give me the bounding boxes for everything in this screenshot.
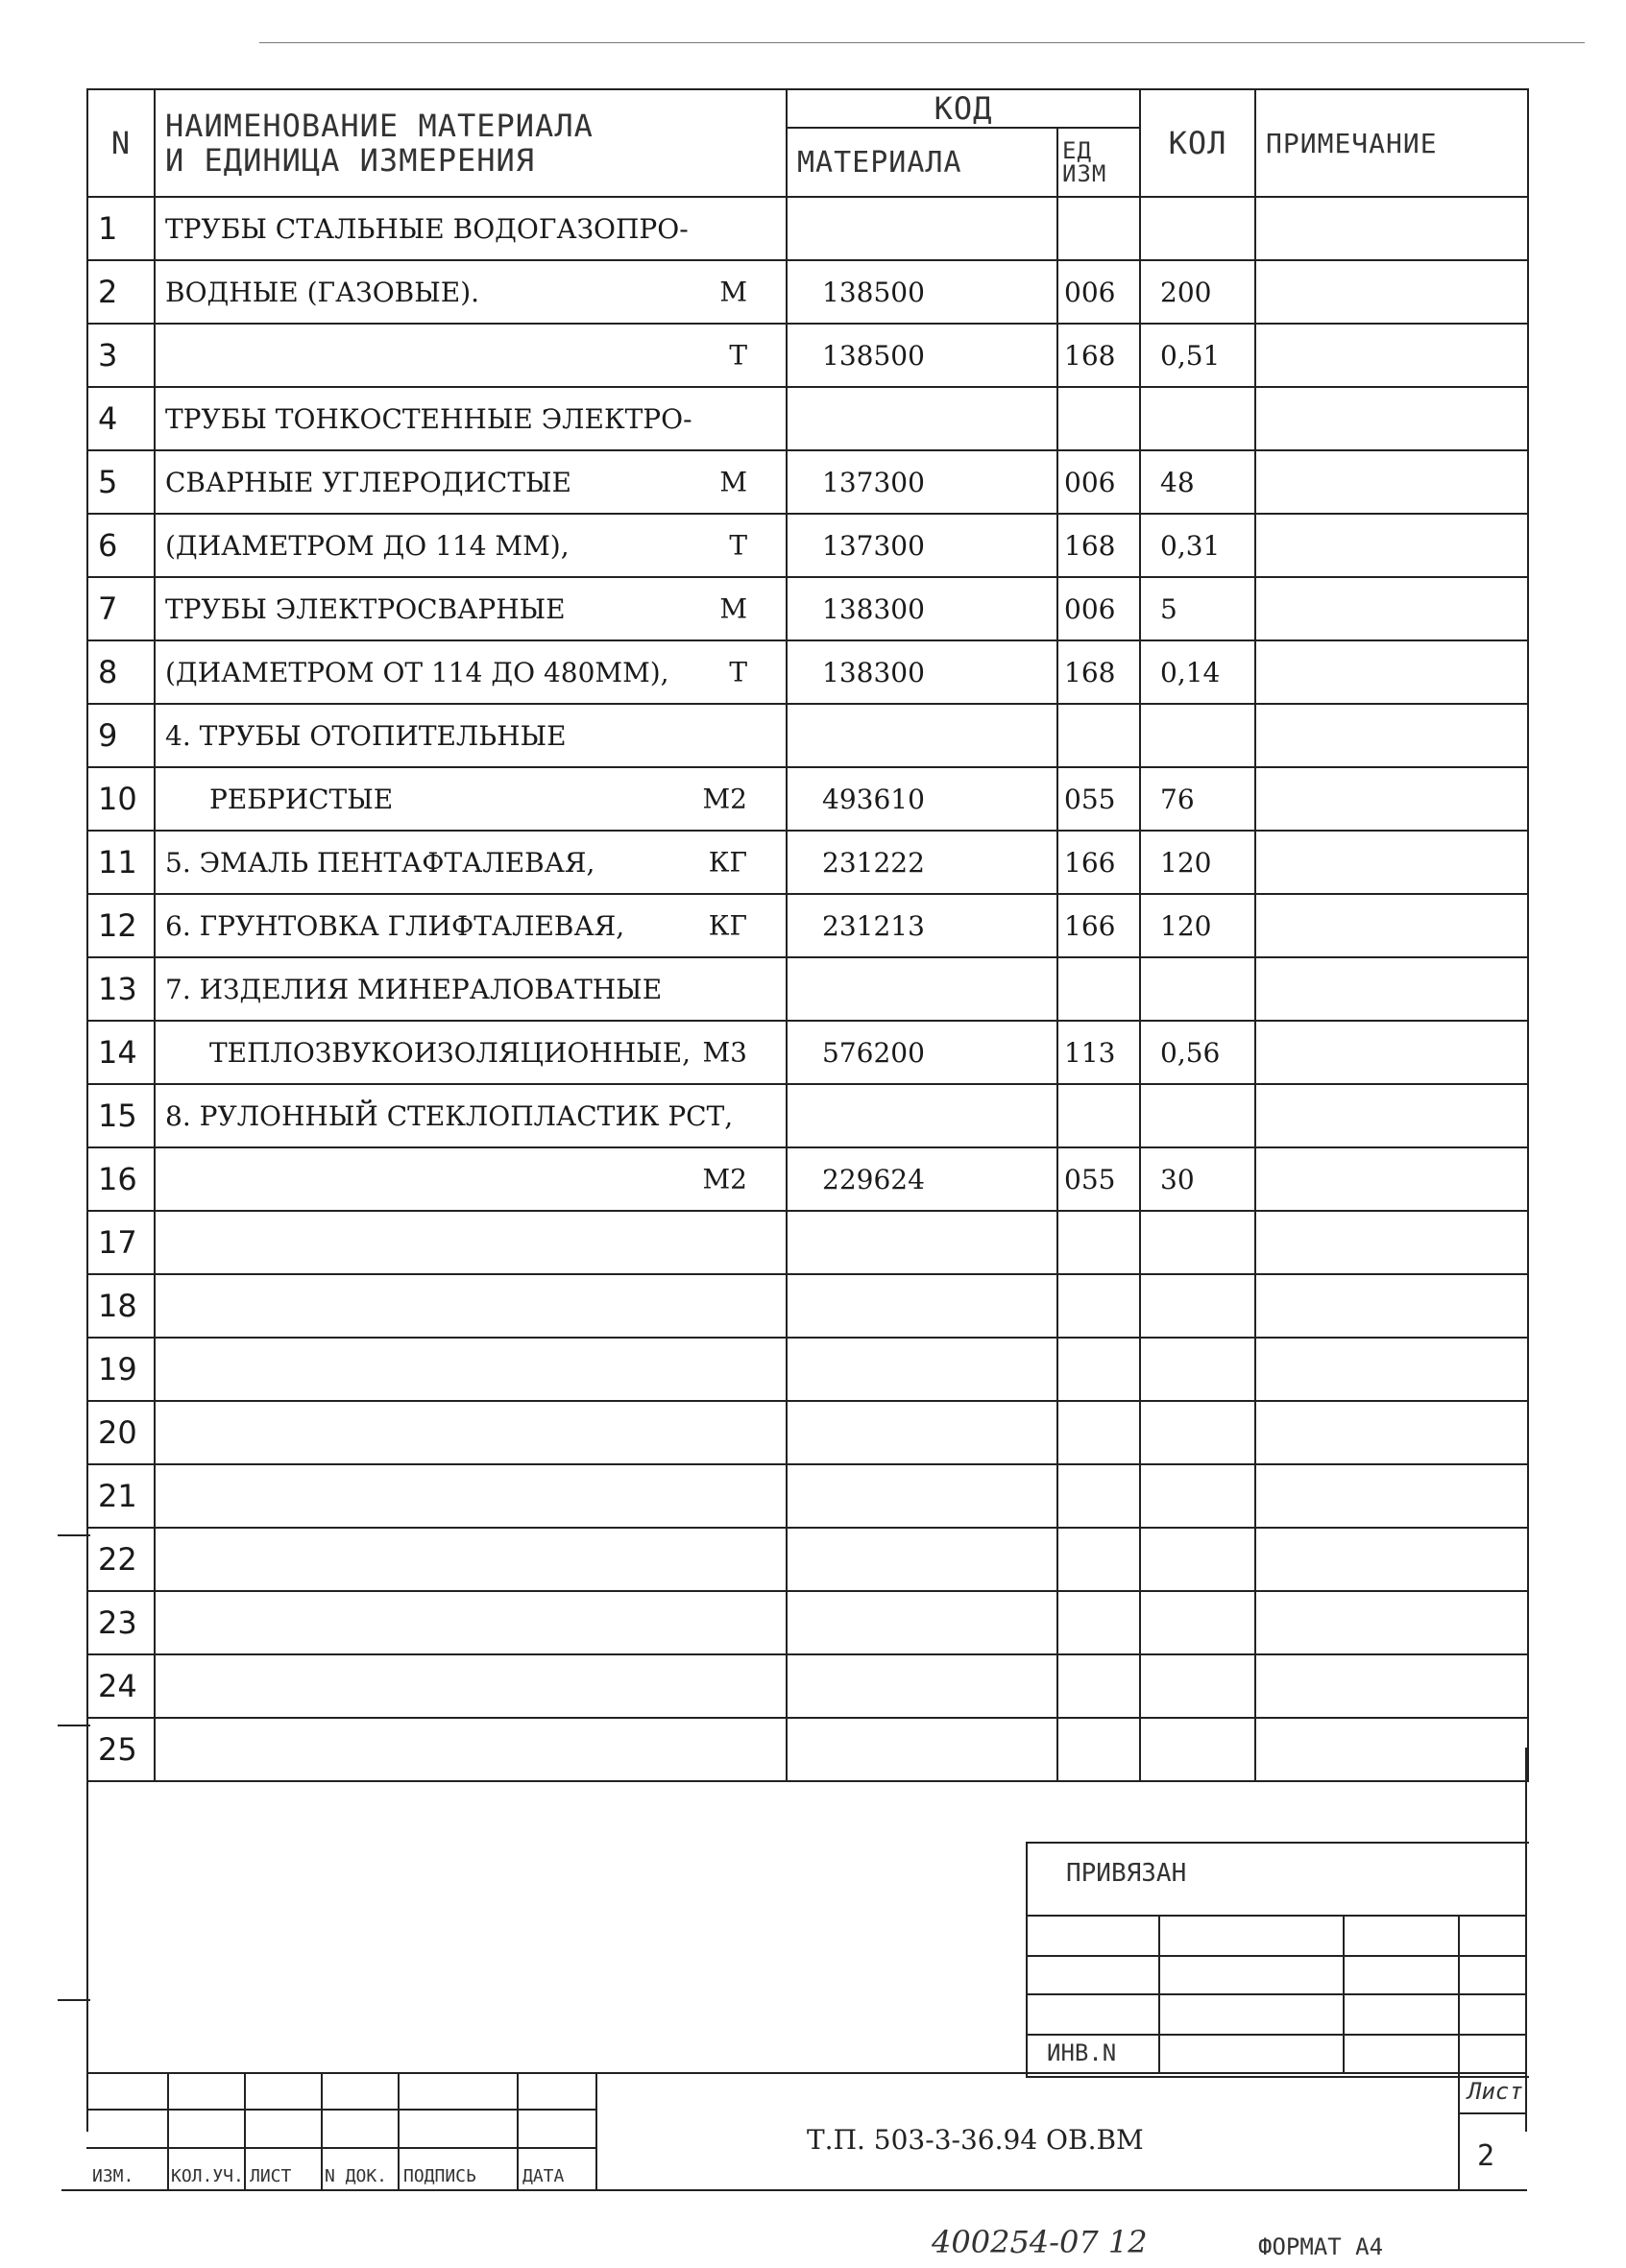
row-name [155,1211,787,1274]
row-material-code [787,1211,1057,1274]
archive-number: 400254-07 12 [932,2224,1148,2260]
stamp-row-line-4 [1026,2034,1527,2036]
row-number: 17 [87,1211,155,1274]
row-material-code: 138300 [787,640,1057,704]
row-quantity [1140,1591,1255,1654]
row-unit: М2 [702,783,747,815]
stamp-col-line-2 [1343,1915,1345,2074]
row-note [1255,704,1528,767]
row-number: 6 [87,514,155,577]
table-row [87,450,1528,514]
row-number: 20 [87,1401,155,1464]
row-unit: М3 [702,1036,747,1069]
label-n-dok: N ДОК. [325,2166,388,2186]
row-note [1255,1211,1528,1274]
row-material-code [787,1528,1057,1591]
table-row [87,1274,1528,1338]
row-unit-code: 006 [1057,577,1140,640]
row-number: 4 [87,387,155,450]
table-header-row [87,89,1528,128]
col-header-note: ПРИМЕЧАНИЕ [1255,89,1528,197]
row-material-code: 229624 [787,1147,1057,1211]
top-rule [259,42,1585,43]
row-name-text: 5. ЭМАЛЬ ПЕНТАФТАЛЕВАЯ, [165,846,595,879]
table-row [87,1084,1528,1147]
stamp-col-line-3 [1458,1915,1460,2074]
margin-mark-3 [58,1999,90,2001]
table-row [87,894,1528,957]
row-note [1255,1084,1528,1147]
row-unit-code [1057,1084,1140,1147]
inventory-number-label: ИНВ.N [1047,2039,1117,2066]
row-unit-code [1057,1654,1140,1718]
row-unit-code: 166 [1057,894,1140,957]
table-row [87,577,1528,640]
row-material-code [787,1338,1057,1401]
row-name [155,514,787,577]
row-note [1255,1528,1528,1591]
stamp-row-line-1 [1026,1915,1527,1917]
label-list: ЛИСТ [250,2166,292,2186]
row-unit-code [1057,1211,1140,1274]
row-material-code [787,1084,1057,1147]
row-quantity [1140,1274,1255,1338]
row-note [1255,894,1528,957]
title-block-col-4 [398,2072,400,2189]
row-material-code: 137300 [787,450,1057,514]
sheet-label: Лист [1468,2078,1523,2105]
col-header-ed-line1: ЕД [1062,137,1092,164]
title-block-col-6 [595,2072,597,2189]
table-row [87,1528,1528,1591]
table-body [87,197,1528,1781]
row-unit: М2 [702,1163,747,1195]
row-quantity [1140,1528,1255,1591]
row-quantity: 76 [1140,767,1255,831]
row-name [155,767,787,831]
stamp-row-line-3 [1026,1993,1527,1995]
row-name-text: 6. ГРУНТОВКА ГЛИФТАЛЕВАЯ, [165,909,625,942]
row-quantity: 5 [1140,577,1255,640]
row-quantity [1140,1464,1255,1528]
sheet-cell-divider [1458,2112,1527,2114]
row-material-code [787,1274,1057,1338]
row-quantity: 0,51 [1140,324,1255,387]
table-row [87,1401,1528,1464]
row-material-code [787,387,1057,450]
row-unit-code: 168 [1057,324,1140,387]
row-number: 11 [87,831,155,894]
margin-mark-1 [58,1534,90,1536]
row-material-code: 493610 [787,767,1057,831]
row-unit-code: 006 [1057,260,1140,324]
row-number: 12 [87,894,155,957]
row-quantity [1140,1718,1255,1781]
row-number: 14 [87,1021,155,1084]
row-number: 21 [87,1464,155,1528]
row-number: 23 [87,1591,155,1654]
row-note [1255,1654,1528,1718]
row-quantity: 0,14 [1140,640,1255,704]
sheet-number: 2 [1477,2139,1495,2173]
row-unit: КГ [708,909,747,942]
row-unit-code [1057,1591,1140,1654]
row-number: 8 [87,640,155,704]
col-header-name-line2: И ЕДИНИЦА ИЗМЕРЕНИЯ [165,142,536,179]
col-header-name [155,89,787,197]
row-name-text: (ДИАМЕТРОМ ДО 114 ММ), [165,529,570,562]
title-block-top [86,2072,1527,2074]
row-name [155,894,787,957]
table-row [87,957,1528,1021]
row-material-code [787,957,1057,1021]
title-block-col-sheet [1458,2072,1460,2189]
title-block-bottom [61,2189,1527,2191]
row-quantity [1140,1211,1255,1274]
row-number: 16 [87,1147,155,1211]
row-name [155,1274,787,1338]
table-row [87,260,1528,324]
row-number: 18 [87,1274,155,1338]
col-header-ed-line2: ИЗМ [1062,160,1107,187]
row-unit-code [1057,1274,1140,1338]
row-unit-code [1057,1338,1140,1401]
col-header-material: МАТЕРИАЛА [787,128,1057,197]
row-material-code: 138500 [787,260,1057,324]
table-row [87,831,1528,894]
row-unit: Т [729,529,747,562]
row-material-code [787,1654,1057,1718]
row-note [1255,577,1528,640]
margin-mark-2 [58,1725,90,1726]
row-number: 3 [87,324,155,387]
row-unit-code: 166 [1057,831,1140,894]
row-note [1255,260,1528,324]
row-material-code [787,1464,1057,1528]
table-row [87,767,1528,831]
table-row [87,514,1528,577]
row-quantity: 120 [1140,894,1255,957]
row-name-text: ТРУБЫ ТОНКОСТЕННЫЕ ЭЛЕКТРО- [165,402,692,435]
row-unit-code [1057,387,1140,450]
row-number: 2 [87,260,155,324]
row-name-text: РЕБРИСТЫЕ [209,783,394,815]
row-material-code: 138300 [787,577,1057,640]
row-note [1255,957,1528,1021]
row-name-text: ТРУБЫ ЭЛЕКТРОСВАРНЫЕ [165,592,566,625]
table-row [87,197,1528,260]
table-row [87,1147,1528,1211]
row-number: 22 [87,1528,155,1591]
row-name [155,324,787,387]
row-quantity [1140,387,1255,450]
row-quantity: 30 [1140,1147,1255,1211]
title-block-col-3 [321,2072,323,2189]
row-number: 24 [87,1654,155,1718]
row-note [1255,1147,1528,1211]
row-name [155,1528,787,1591]
row-material-code [787,704,1057,767]
row-unit: Т [729,656,747,688]
row-material-code [787,197,1057,260]
row-note [1255,514,1528,577]
row-unit-code [1057,1464,1140,1528]
table-row [87,704,1528,767]
title-block-row-1 [86,2109,595,2111]
row-name [155,260,787,324]
row-note [1255,831,1528,894]
row-note [1255,640,1528,704]
row-number: 1 [87,197,155,260]
row-material-code: 231213 [787,894,1057,957]
row-unit-code [1057,1401,1140,1464]
row-material-code [787,1591,1057,1654]
row-name [155,197,787,260]
row-note [1255,387,1528,450]
row-material-code [787,1401,1057,1464]
col-header-ed [1057,128,1140,197]
row-quantity [1140,1338,1255,1401]
row-quantity: 120 [1140,831,1255,894]
frame-left [86,1748,88,2132]
row-material-code: 576200 [787,1021,1057,1084]
table-row [87,1591,1528,1654]
row-name [155,704,787,767]
row-quantity [1140,1401,1255,1464]
row-name-text: (ДИАМЕТРОМ ОТ 114 ДО 480ММ), [165,656,669,688]
col-header-n: N [87,89,155,197]
document-code: Т.П. 503-3-36.94 ОВ.ВМ [807,2124,1144,2156]
title-block-col-1 [167,2072,169,2189]
table-row [87,1654,1528,1718]
row-name-text: ТЕПЛОЗВУКОИЗОЛЯЦИОННЫЕ, [209,1036,692,1069]
binding-stamp-label: ПРИВЯЗАН [1066,1859,1187,1888]
table-row [87,1338,1528,1401]
row-note [1255,1591,1528,1654]
row-unit: М [719,592,747,625]
row-unit-code: 006 [1057,450,1140,514]
row-unit-code [1057,1718,1140,1781]
row-unit-code: 168 [1057,640,1140,704]
table-row [87,1021,1528,1084]
row-material-code [787,1718,1057,1781]
row-name [155,1021,787,1084]
row-note [1255,1401,1528,1464]
row-unit-code: 055 [1057,767,1140,831]
row-unit-code: 113 [1057,1021,1140,1084]
row-unit-code [1057,1528,1140,1591]
title-block-row-2 [86,2147,595,2149]
row-name-text: ВОДНЫЕ (ГАЗОВЫЕ). [165,276,480,308]
row-name-text: 4. ТРУБЫ ОТОПИТЕЛЬНЫЕ [165,719,567,752]
label-data: ДАТА [522,2166,565,2186]
row-note [1255,450,1528,514]
row-note [1255,767,1528,831]
row-name [155,1147,787,1211]
row-number: 15 [87,1084,155,1147]
row-quantity [1140,1654,1255,1718]
materials-table [86,88,1529,1782]
label-izm: ИЗМ. [92,2166,134,2186]
row-name-text: 7. ИЗДЕЛИЯ МИНЕРАЛОВАТНЫЕ [165,973,663,1005]
row-name [155,387,787,450]
row-name [155,1464,787,1528]
stamp-row-line-2 [1026,1955,1527,1957]
row-unit-code [1057,197,1140,260]
table-row [87,640,1528,704]
row-name [155,1718,787,1781]
row-material-code: 231222 [787,831,1057,894]
row-quantity [1140,1084,1255,1147]
row-quantity [1140,704,1255,767]
title-block-col-5 [517,2072,519,2189]
row-name-text: ТРУБЫ СТАЛЬНЫЕ ВОДОГАЗОПРО- [165,212,689,245]
row-material-code: 138500 [787,324,1057,387]
row-name [155,831,787,894]
title-block-col-2 [244,2072,246,2189]
row-number: 13 [87,957,155,1021]
row-note [1255,324,1528,387]
row-unit-code: 168 [1057,514,1140,577]
table-row [87,387,1528,450]
table-row [87,1718,1528,1781]
row-note [1255,197,1528,260]
row-name [155,450,787,514]
col-header-kol: КОЛ [1140,89,1255,197]
row-unit: Т [729,339,747,372]
row-name [155,1591,787,1654]
row-note [1255,1021,1528,1084]
row-unit: М [719,276,747,308]
row-name-text: 8. РУЛОННЫЙ СТЕКЛОПЛАСТИК РСТ, [165,1099,734,1132]
row-number: 10 [87,767,155,831]
row-number: 25 [87,1718,155,1781]
table-row [87,1464,1528,1528]
row-number: 5 [87,450,155,514]
row-name [155,640,787,704]
row-unit-code: 055 [1057,1147,1140,1211]
row-quantity: 0,56 [1140,1021,1255,1084]
row-note [1255,1464,1528,1528]
row-name [155,957,787,1021]
row-name [155,1654,787,1718]
row-number: 7 [87,577,155,640]
row-name [155,1401,787,1464]
stamp-col-line-1 [1158,1915,1160,2074]
row-note [1255,1718,1528,1781]
table-row [87,324,1528,387]
row-quantity: 200 [1140,260,1255,324]
row-name [155,1338,787,1401]
row-unit: М [719,466,747,498]
row-quantity [1140,957,1255,1021]
row-name [155,577,787,640]
row-number: 19 [87,1338,155,1401]
row-number: 9 [87,704,155,767]
row-quantity [1140,197,1255,260]
row-quantity: 48 [1140,450,1255,514]
col-header-code: КОД [787,89,1140,128]
row-note [1255,1338,1528,1401]
row-name-text: СВАРНЫЕ УГЛЕРОДИСТЫЕ [165,466,571,498]
table-row [87,1211,1528,1274]
row-note [1255,1274,1528,1338]
label-kol-uch: КОЛ.УЧ. [171,2166,244,2186]
format-label: ФОРМАТ А4 [1258,2233,1384,2260]
row-material-code: 137300 [787,514,1057,577]
label-podpis: ПОДПИСЬ [403,2166,476,2186]
row-name [155,1084,787,1147]
row-unit-code [1057,957,1140,1021]
row-quantity: 0,31 [1140,514,1255,577]
col-header-name-line1: НАИМЕНОВАНИЕ МАТЕРИАЛА [165,108,594,144]
row-unit-code [1057,704,1140,767]
row-unit: КГ [708,846,747,879]
